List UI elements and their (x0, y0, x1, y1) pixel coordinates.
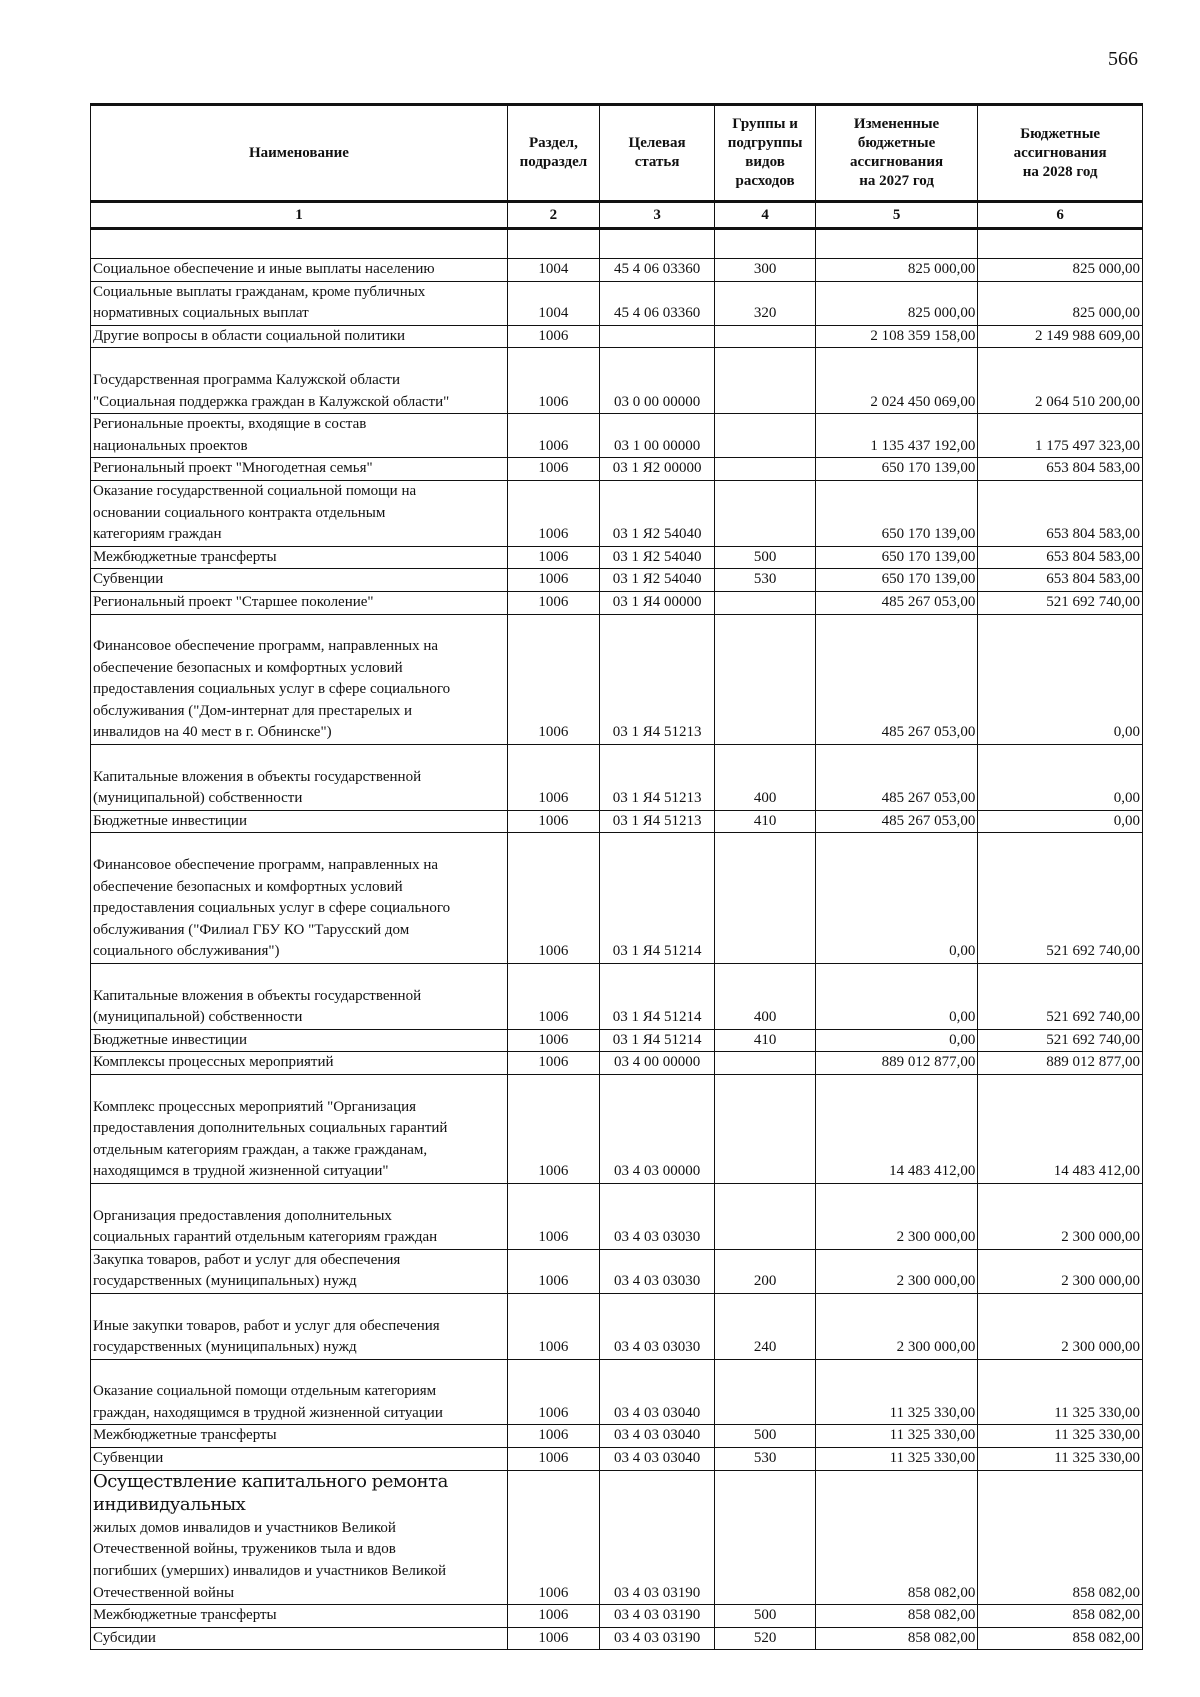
row-target: 03 1 Я2 54040 (599, 546, 714, 569)
row-name-text: Финансовое обеспечение программ, направленных на обеспечение безопасных и комфортных условий предоставления социальных услуг в сфере социального обслуживания ("Дом-интернат для престарелых и инвалидов на 40 мест в г. Обнинске") (93, 638, 451, 741)
row-group (715, 1470, 815, 1605)
row-amount-2028: 653 804 583,00 (978, 480, 1143, 546)
row-name (91, 745, 508, 811)
table-row (91, 810, 1143, 833)
row-target: 03 4 03 03040 (599, 1448, 714, 1471)
row-section: 1006 (507, 810, 599, 833)
row-name (91, 281, 508, 325)
row-name (91, 325, 508, 348)
row-group: 520 (715, 1627, 815, 1650)
table-row (91, 414, 1143, 458)
row-target: 45 4 06 03360 (599, 259, 714, 282)
row-amount-2028: 0,00 (978, 614, 1143, 745)
row-target: 03 4 00 00000 (599, 1052, 714, 1075)
row-name (91, 259, 508, 282)
row-group (715, 591, 815, 614)
row-name-text: Организация предоставления дополнительных социальных гарантий отдельным категориям граждан (93, 1207, 438, 1246)
column-number: 6 (978, 202, 1143, 229)
table-row (91, 833, 1143, 964)
row-target: 45 4 06 03360 (599, 281, 714, 325)
row-name-text: Региональные проекты, входящие в состав национальных проектов (93, 416, 367, 454)
row-name (91, 348, 508, 414)
table-row (91, 964, 1143, 1030)
row-name-text: Государственная программа Калужской области "Социальная поддержка граждан в Калужской области" (93, 371, 450, 410)
row-amount-2027: 485 267 053,00 (815, 591, 978, 614)
row-name (91, 614, 508, 745)
row-target: 03 1 Я4 51214 (599, 833, 714, 964)
row-target: 03 4 03 03190 (599, 1470, 714, 1605)
row-amount-2027: 11 325 330,00 (815, 1359, 978, 1425)
row-name (91, 414, 508, 458)
row-amount-2027: 650 170 139,00 (815, 546, 978, 569)
row-amount-2027: 825 000,00 (815, 281, 978, 325)
column-number: 5 (815, 202, 978, 229)
row-amount-2028: 858 082,00 (978, 1605, 1143, 1628)
row-amount-2028: 11 325 330,00 (978, 1448, 1143, 1471)
row-section: 1004 (507, 259, 599, 282)
row-name-text: Межбюджетные трансферты (93, 1607, 277, 1624)
row-target: 03 1 00 00000 (599, 414, 714, 458)
table-row (91, 569, 1143, 592)
row-name-text: Бюджетные инвестиции (93, 1031, 247, 1048)
row-name-text: Бюджетные инвестиции (93, 812, 247, 829)
row-amount-2027: 825 000,00 (815, 259, 978, 282)
budget-table (90, 103, 1143, 1650)
row-amount-2027: 485 267 053,00 (815, 745, 978, 811)
row-name (91, 591, 508, 614)
row-group (715, 458, 815, 481)
row-name-text: Оказание социальной помощи отдельным категориям граждан, находящимся в трудной жизненной ситуации (93, 1383, 443, 1421)
row-amount-2028: 653 804 583,00 (978, 458, 1143, 481)
table-row (91, 614, 1143, 745)
row-section: 1006 (507, 1627, 599, 1650)
row-group: 300 (715, 259, 815, 282)
table-row (91, 259, 1143, 282)
row-amount-2027: 485 267 053,00 (815, 614, 978, 745)
table-row (91, 348, 1143, 414)
row-amount-2027: 2 024 450 069,00 (815, 348, 978, 414)
row-amount-2027: 858 082,00 (815, 1627, 978, 1650)
row-target: 03 4 03 03190 (599, 1627, 714, 1650)
row-name (91, 480, 508, 546)
row-target: 03 1 Я4 00000 (599, 591, 714, 614)
row-name-text: Комплекс процессных мероприятий "Организация предоставления дополнительных социальных гарантий отдельным категориям граждан, а также гражданам, находящимся в трудной жизненной ситуации" (93, 1098, 448, 1180)
header-row (91, 105, 1143, 202)
row-section: 1006 (507, 614, 599, 745)
row-amount-2027: 11 325 330,00 (815, 1425, 978, 1448)
row-amount-2028: 825 000,00 (978, 281, 1143, 325)
page-number: 566 (1108, 48, 1138, 70)
row-target: 03 4 03 03030 (599, 1293, 714, 1359)
row-group: 410 (715, 810, 815, 833)
row-amount-2027: 11 325 330,00 (815, 1448, 978, 1471)
row-section: 1006 (507, 1052, 599, 1075)
row-amount-2027: 0,00 (815, 833, 978, 964)
row-target: 03 4 03 03030 (599, 1249, 714, 1293)
row-section: 1006 (507, 745, 599, 811)
row-section: 1006 (507, 833, 599, 964)
row-name (91, 1183, 508, 1249)
row-name-text: Региональный проект "Старшее поколение" (93, 593, 374, 610)
row-amount-2028: 825 000,00 (978, 259, 1143, 282)
row-name (91, 833, 508, 964)
row-amount-2027: 0,00 (815, 1029, 978, 1052)
row-section: 1006 (507, 1605, 599, 1628)
row-amount-2027: 2 300 000,00 (815, 1183, 978, 1249)
row-name-text: Межбюджетные трансферты (93, 1427, 277, 1444)
row-name (91, 1052, 508, 1075)
row-name (91, 1359, 508, 1425)
row-amount-2027: 858 082,00 (815, 1605, 978, 1628)
column-number: 4 (715, 202, 815, 229)
row-name (91, 1249, 508, 1293)
row-section: 1004 (507, 281, 599, 325)
row-name (91, 1293, 508, 1359)
row-amount-2027: 1 135 437 192,00 (815, 414, 978, 458)
row-amount-2027: 650 170 139,00 (815, 480, 978, 546)
column-number: 3 (599, 202, 714, 229)
row-group: 400 (715, 745, 815, 811)
row-section: 1006 (507, 1359, 599, 1425)
column-number: 1 (91, 202, 508, 229)
row-section: 1006 (507, 1183, 599, 1249)
row-group: 200 (715, 1249, 815, 1293)
row-amount-2028: 2 300 000,00 (978, 1183, 1143, 1249)
row-target: 03 1 Я4 51213 (599, 810, 714, 833)
row-name-text: Социальное обеспечение и иные выплаты населению (93, 261, 435, 277)
table-row (91, 1470, 1143, 1605)
row-target: 03 1 Я4 51214 (599, 964, 714, 1030)
row-section: 1006 (507, 591, 599, 614)
row-amount-2028: 2 064 510 200,00 (978, 348, 1143, 414)
row-group (715, 325, 815, 348)
row-group (715, 833, 815, 964)
row-name-text: Региональный проект "Многодетная семья" (93, 460, 373, 477)
row-name (91, 569, 508, 592)
table-row (91, 546, 1143, 569)
row-amount-2028: 521 692 740,00 (978, 591, 1143, 614)
row-amount-2027: 650 170 139,00 (815, 458, 978, 481)
row-amount-2028: 889 012 877,00 (978, 1052, 1143, 1075)
row-amount-2028: 1 175 497 323,00 (978, 414, 1143, 458)
row-name (91, 1425, 508, 1448)
row-target: 03 1 Я4 51213 (599, 614, 714, 745)
row-target: 03 1 Я4 51213 (599, 745, 714, 811)
row-group (715, 414, 815, 458)
row-amount-2027: 485 267 053,00 (815, 810, 978, 833)
table-row (91, 1074, 1143, 1183)
row-amount-2027: 650 170 139,00 (815, 569, 978, 592)
row-amount-2028: 653 804 583,00 (978, 569, 1143, 592)
header-name: Наименование (91, 105, 508, 202)
row-amount-2028: 521 692 740,00 (978, 833, 1143, 964)
row-group: 410 (715, 1029, 815, 1052)
row-name (91, 964, 508, 1030)
row-amount-2028: 14 483 412,00 (978, 1074, 1143, 1183)
header-section: Раздел, подраздел (507, 105, 599, 202)
row-section: 1006 (507, 569, 599, 592)
row-name (91, 1029, 508, 1052)
table-row (91, 480, 1143, 546)
row-section: 1006 (507, 1029, 599, 1052)
column-number: 2 (507, 202, 599, 229)
row-group: 240 (715, 1293, 815, 1359)
row-name (91, 546, 508, 569)
row-group (715, 480, 815, 546)
table-row (91, 281, 1143, 325)
table-row (91, 591, 1143, 614)
row-amount-2028: 653 804 583,00 (978, 546, 1143, 569)
row-amount-2027: 2 108 359 158,00 (815, 325, 978, 348)
table-row (91, 1293, 1143, 1359)
spacer-row (91, 229, 1143, 259)
row-name (91, 1627, 508, 1650)
row-section: 1006 (507, 348, 599, 414)
table-row (91, 325, 1143, 348)
row-section: 1006 (507, 1293, 599, 1359)
row-name-text: Оказание государственной социальной помощи на основании социального контракта отдельным категориям граждан (93, 482, 417, 543)
row-group: 500 (715, 1605, 815, 1628)
row-target: 03 1 Я2 54040 (599, 569, 714, 592)
row-group: 530 (715, 569, 815, 592)
row-amount-2028: 11 325 330,00 (978, 1359, 1143, 1425)
row-group (715, 1052, 815, 1075)
row-name-text: Межбюджетные трансферты (93, 548, 277, 565)
table-row (91, 458, 1143, 481)
row-amount-2027: 0,00 (815, 964, 978, 1030)
header-target: Целевая статья (599, 105, 714, 202)
row-name-text: Иные закупки товаров, работ и услуг для обеспечения государственных (муниципальных) нужд (93, 1317, 440, 1356)
row-amount-2028: 11 325 330,00 (978, 1425, 1143, 1448)
row-amount-2028: 0,00 (978, 810, 1143, 833)
row-section: 1006 (507, 414, 599, 458)
row-amount-2028: 858 082,00 (978, 1627, 1143, 1650)
header-groups: Группы и подгруппы видов расходов (715, 105, 815, 202)
row-name-text: Другие вопросы в области социальной политики (93, 327, 406, 344)
row-section: 1006 (507, 964, 599, 1030)
header-2027: Измененные бюджетные ассигнования на 2027 год (815, 105, 978, 202)
row-group (715, 1183, 815, 1249)
row-amount-2028: 521 692 740,00 (978, 964, 1143, 1030)
row-amount-2028: 2 149 988 609,00 (978, 325, 1143, 348)
table-row (91, 1029, 1143, 1052)
row-amount-2028: 858 082,00 (978, 1470, 1143, 1605)
row-amount-2028: 521 692 740,00 (978, 1029, 1143, 1052)
table-row (91, 1359, 1143, 1425)
row-target (599, 325, 714, 348)
row-group (715, 348, 815, 414)
row-group: 530 (715, 1448, 815, 1471)
row-name-text: Комплексы процессных мероприятий (93, 1054, 334, 1071)
row-section: 1006 (507, 1448, 599, 1471)
row-name (91, 810, 508, 833)
row-section: 1006 (507, 1249, 599, 1293)
row-name-first-line: Осуществление капитального ремонта индивидуальных (93, 1470, 448, 1516)
row-target: 03 4 03 03040 (599, 1425, 714, 1448)
row-amount-2028: 2 300 000,00 (978, 1249, 1143, 1293)
row-section: 1006 (507, 1425, 599, 1448)
row-name-text: Социальные выплаты гражданам, кроме публичных нормативных социальных выплат (93, 283, 426, 322)
row-amount-2028: 2 300 000,00 (978, 1293, 1143, 1359)
row-name-text: Субсидии (93, 1629, 156, 1646)
row-group (715, 1074, 815, 1183)
row-section: 1006 (507, 480, 599, 546)
row-group (715, 614, 815, 745)
row-target: 03 1 Я2 00000 (599, 458, 714, 481)
row-section: 1006 (507, 458, 599, 481)
row-amount-2027: 2 300 000,00 (815, 1249, 978, 1293)
row-target: 03 4 03 03030 (599, 1183, 714, 1249)
row-amount-2027: 14 483 412,00 (815, 1074, 978, 1183)
table-row (91, 1605, 1143, 1628)
row-section: 1006 (507, 325, 599, 348)
row-target: 03 1 Я2 54040 (599, 480, 714, 546)
column-number-row (91, 202, 1143, 229)
row-amount-2027: 889 012 877,00 (815, 1052, 978, 1075)
table-row (91, 1425, 1143, 1448)
row-amount-2027: 858 082,00 (815, 1470, 978, 1605)
row-target: 03 4 03 03040 (599, 1359, 714, 1425)
row-group: 320 (715, 281, 815, 325)
row-target: 03 0 00 00000 (599, 348, 714, 414)
header-2028: Бюджетные ассигнования на 2028 год (978, 105, 1143, 202)
row-name (91, 1448, 508, 1471)
row-name-text: Закупка товаров, работ и услуг для обеспечения государственных (муниципальных) нужд (93, 1251, 401, 1290)
table-row (91, 1249, 1143, 1293)
row-name-text: Капитальные вложения в объекты государственной (муниципальной) собственности (93, 987, 422, 1026)
row-name-text: Финансовое обеспечение программ, направленных на обеспечение безопасных и комфортных условий предоставления социальных услуг в сфере социального обслуживания ("Филиал ГБУ КО "Тарусский дом социального обслуживания") (93, 857, 451, 960)
row-name-text: жилых домов инвалидов и участников Великой Отечественной войны, тружеников тыла и вдов погибших (умерших) инвалидов и участников Великой Отечественной войны (93, 1519, 446, 1601)
row-section: 1006 (507, 1470, 599, 1605)
row-group (715, 1359, 815, 1425)
table-row (91, 1448, 1143, 1471)
row-name-text: Субвенции (93, 571, 164, 588)
row-target: 03 4 03 00000 (599, 1074, 714, 1183)
table-row (91, 1627, 1143, 1650)
row-name (91, 458, 508, 481)
row-name (91, 1470, 508, 1605)
row-group: 400 (715, 964, 815, 1030)
row-name-text: Субвенции (93, 1450, 164, 1467)
row-amount-2028: 0,00 (978, 745, 1143, 811)
table-row (91, 1183, 1143, 1249)
row-group: 500 (715, 546, 815, 569)
row-target: 03 4 03 03190 (599, 1605, 714, 1628)
row-group: 500 (715, 1425, 815, 1448)
row-amount-2027: 2 300 000,00 (815, 1293, 978, 1359)
row-name (91, 1074, 508, 1183)
row-section: 1006 (507, 1074, 599, 1183)
row-target: 03 1 Я4 51214 (599, 1029, 714, 1052)
row-section: 1006 (507, 546, 599, 569)
row-name-text: Капитальные вложения в объекты государственной (муниципальной) собственности (93, 768, 422, 807)
table-row (91, 1052, 1143, 1075)
table-row (91, 745, 1143, 811)
row-name (91, 1605, 508, 1628)
